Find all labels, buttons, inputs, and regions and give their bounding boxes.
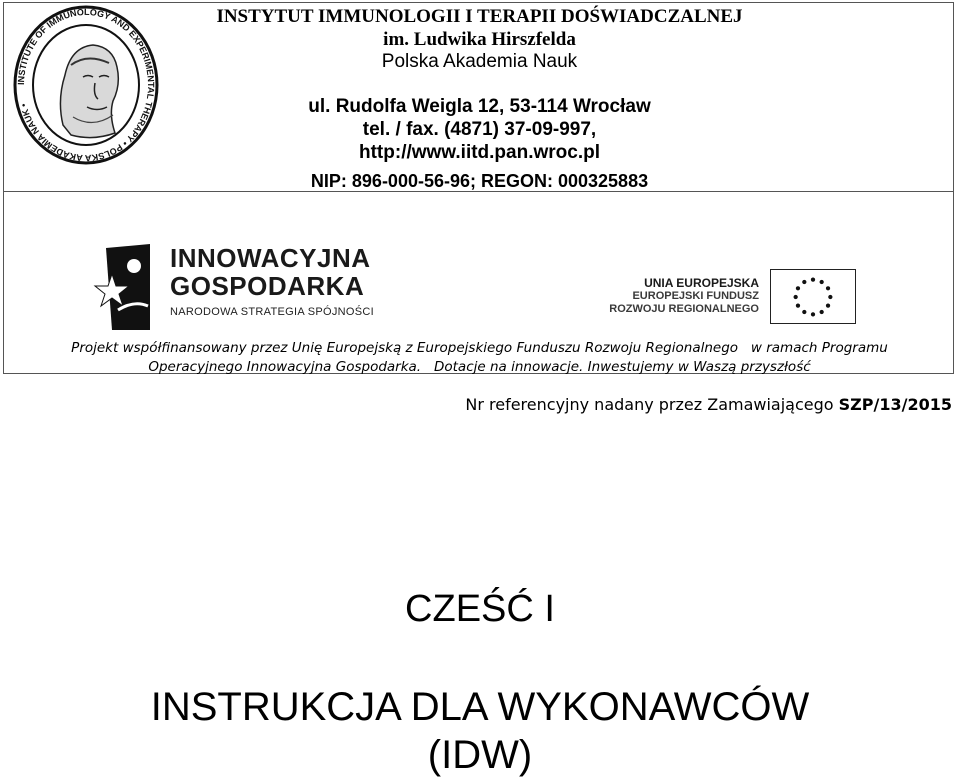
eu-flag-icon [770, 269, 856, 324]
eu-logo-line2: EUROPEJSKI FUNDUSZ [632, 290, 759, 302]
eu-logo-text [609, 276, 759, 316]
document-title: INSTRUKCJA DLA WYKONAWCÓW [150, 685, 810, 729]
innowacyjna-gospodarka-logo [92, 244, 382, 330]
institute-patron: im. Ludwika Hirszfelda [383, 29, 576, 50]
seal-ring-text: INSTITUTE OF IMMUNOLOGY AND EXPERIMENTAL THERAPY • POLSKA AKADEMIA NAUK • [15, 6, 157, 164]
reference-number: SZP/13/2015 [838, 395, 952, 414]
part-title: CZEŚĆ I [405, 588, 555, 630]
document-abbreviation: (IDW) [427, 733, 533, 777]
project-note-line2: Operacyjnego Innowacyjna Gospodarka. Dotacje na innowacje. Inwestujemy w Waszą przyszłość [148, 359, 811, 375]
project-cofinancing-note [4, 339, 955, 377]
institute-phone: tel. / fax. (4871) 37-09-997, [362, 119, 597, 140]
eu-logo-line1: UNIA EUROPEJSKA [644, 276, 759, 290]
institute-website[interactable]: http://www.iitd.pan.wroc.pl [359, 142, 600, 163]
institute-academy: Polska Akademia Nauk [381, 51, 578, 72]
reference-label: Nr referencyjny nadany przez Zamawiającego [465, 395, 839, 414]
ig-star-flag-icon [92, 244, 154, 330]
funding-section [3, 192, 954, 374]
institute-header [3, 2, 954, 192]
project-note-line1: Projekt współfinansowany przez Unię Europejską z Europejskiego Funduszu Rozwoju Regionalnego w ramach Programu [71, 340, 888, 356]
institute-address: ul. Rudolfa Weigla 12, 53-114 Wrocław [308, 96, 651, 117]
ig-logo-line3: NARODOWA STRATEGIA SPÓJNOŚCI [170, 306, 374, 318]
eu-logo-line3: ROZWOJU REGIONALNEGO [609, 303, 759, 315]
reference-number-line [465, 395, 952, 415]
institute-name: INSTYTUT IMMUNOLOGII I TERAPII DOŚWIADCZALNEJ [216, 6, 743, 27]
ig-logo-line1: INNOWACYJNA [170, 243, 371, 273]
ig-logo-line2: GOSPODARKA [170, 271, 365, 301]
institute-tax-ids: NIP: 896-000-56-96; REGON: 000325883 [310, 171, 649, 191]
